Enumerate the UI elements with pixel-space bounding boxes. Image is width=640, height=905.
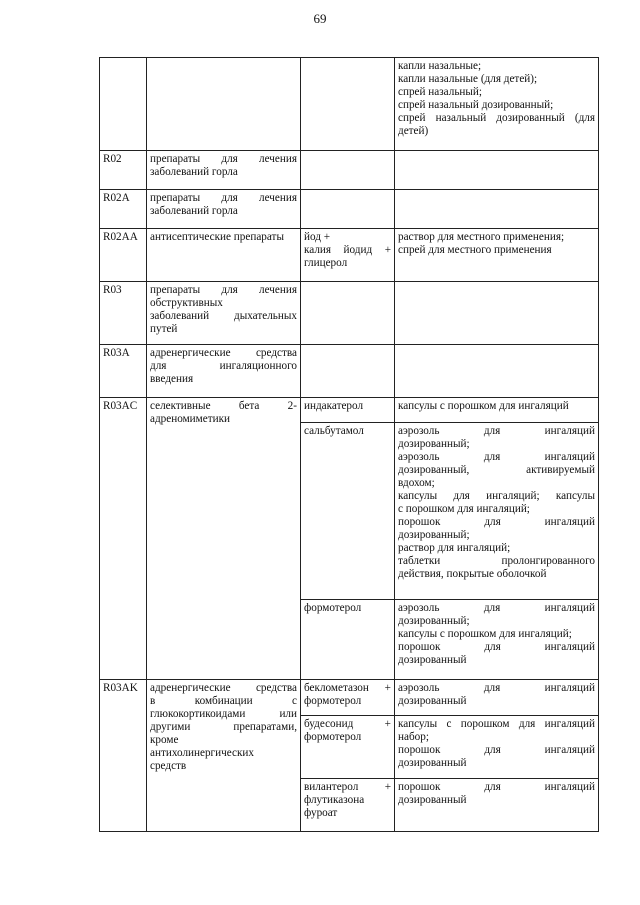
cell-text-line: адреномиметики [150, 413, 230, 425]
cell-text-line: антихолинергических [150, 747, 254, 759]
cell-text-line: сальбутамол [304, 425, 364, 437]
cell-text-line: порошок для ингаляций [398, 516, 595, 528]
inn-cell [301, 779, 395, 832]
atc-code-cell: R02 [100, 151, 147, 190]
atc-code-cell [100, 58, 147, 151]
cell-text-line: кроме [150, 734, 179, 746]
atc-code-cell: R03AC [100, 398, 147, 680]
cell-text-line: адренергические средства [150, 347, 297, 359]
table-row [100, 190, 599, 229]
cell-text-line: капсулы с порошком для ингаляций; [398, 628, 572, 640]
group-name-cell [147, 58, 301, 151]
cell-text-line: аэрозоль для ингаляций [398, 425, 595, 437]
cell-text-line: йод + [304, 231, 331, 243]
cell-text-line: средств [150, 760, 187, 772]
cell-text-line: дозированный [398, 794, 467, 806]
cell-text-line: индакатерол [304, 400, 364, 412]
cell-text-line: дозированный; [398, 615, 470, 627]
dosage-form-cell [395, 282, 599, 345]
cell-text-line: для ингаляционного [150, 360, 297, 372]
cell-text-line: обструктивных [150, 297, 223, 309]
cell-text-line: с порошком для ингаляций; [398, 503, 530, 515]
cell-text-line: заболеваний горла [150, 205, 238, 217]
cell-text-line: аэрозоль для ингаляций [398, 682, 595, 694]
inn-cell [301, 600, 395, 680]
cell-text-line: вилантерол + [304, 781, 391, 793]
cell-text-line: дозированный; [398, 438, 470, 450]
cell-text-line: капли назальные; [398, 60, 482, 72]
dosage-form-cell [395, 345, 599, 398]
cell-text-line: капсулы для ингаляций; капсулы [398, 490, 595, 502]
group-name-cell [147, 680, 301, 832]
inn-cell [301, 190, 395, 229]
cell-text-line: раствор для местного применения; [398, 231, 565, 243]
cell-text-line: таблетки пролонгированного [398, 555, 595, 567]
cell-text-line: введения [150, 373, 194, 385]
atc-code-cell: R02AA [100, 229, 147, 282]
cell-text-line: другими препаратами, [150, 721, 297, 733]
table-row [100, 282, 599, 345]
table-row [100, 398, 599, 423]
inn-cell [301, 398, 395, 423]
dosage-form-cell [395, 680, 599, 716]
dosage-form-cell [395, 190, 599, 229]
cell-text-line: порошок для ингаляций [398, 781, 595, 793]
cell-text-line: дозированный [398, 654, 467, 666]
cell-text-line: фуроат [304, 807, 338, 819]
inn-cell [301, 229, 395, 282]
table-row [100, 229, 599, 282]
group-name-cell [147, 229, 301, 282]
inn-cell [301, 716, 395, 779]
cell-text-line: глицерол [304, 257, 348, 269]
dosage-form-cell [395, 398, 599, 423]
cell-text-line: препараты для лечения [150, 192, 297, 204]
cell-text-line: вдохом; [398, 477, 435, 489]
dosage-form-cell [395, 151, 599, 190]
table-row [100, 58, 599, 151]
cell-text-line: раствор для ингаляций; [398, 542, 511, 554]
cell-text-line: адренергические средства [150, 682, 297, 694]
atc-code-cell: R02A [100, 190, 147, 229]
atc-code-cell: R03 [100, 282, 147, 345]
cell-text-line: дозированный [398, 757, 467, 769]
cell-text-line: детей) [398, 125, 429, 137]
cell-text-line: в комбинации с [150, 695, 297, 707]
group-name-cell [147, 345, 301, 398]
cell-text-line: флутиказона [304, 794, 365, 806]
atc-drug-table [99, 57, 599, 832]
table-row [100, 151, 599, 190]
inn-cell [301, 282, 395, 345]
cell-text-line: порошок для ингаляций [398, 641, 595, 653]
cell-text-line: капли назальные (для детей); [398, 73, 538, 85]
cell-text-line: беклометазон + [304, 682, 391, 694]
cell-text-line: формотерол [304, 602, 362, 614]
dosage-form-cell [395, 423, 599, 600]
table-row [100, 680, 599, 716]
cell-text-line: путей [150, 323, 178, 335]
dosage-form-cell [395, 600, 599, 680]
cell-text-line: формотерол [304, 731, 362, 743]
cell-text-line: заболеваний горла [150, 166, 238, 178]
cell-text-line: спрей назальный дозированный (для [398, 112, 595, 124]
cell-text-line: капсулы с порошком для ингаляций [398, 400, 569, 412]
cell-text-line: формотерол [304, 695, 362, 707]
group-name-cell [147, 398, 301, 680]
dosage-form-cell [395, 716, 599, 779]
dosage-form-cell [395, 779, 599, 832]
group-name-cell [147, 151, 301, 190]
page-number: 69 [313, 11, 327, 26]
atc-code-cell: R03AK [100, 680, 147, 832]
cell-text-line: спрей назальный; [398, 86, 483, 98]
cell-text-line: действия, покрытые оболочкой [398, 568, 547, 580]
inn-cell [301, 680, 395, 716]
dosage-form-cell [395, 58, 599, 151]
cell-text-line: спрей назальный дозированный; [398, 99, 554, 111]
atc-code-cell: R03A [100, 345, 147, 398]
cell-text-line: дозированный [398, 695, 467, 707]
cell-text-line: селективные бета 2- [150, 400, 297, 412]
table-row [100, 345, 599, 398]
dosage-form-cell [395, 229, 599, 282]
cell-text-line: глюкокортикоидами или [150, 708, 297, 720]
cell-text-line: будесонид + [304, 718, 391, 730]
cell-text-line: спрей для местного применения [398, 244, 552, 256]
cell-text-line: антисептические препараты [150, 231, 284, 243]
cell-text-line: капсулы с порошком для ингаляций [398, 718, 595, 730]
cell-text-line: дозированный, активируемый [398, 464, 595, 476]
inn-cell [301, 423, 395, 600]
inn-cell [301, 345, 395, 398]
cell-text-line: аэрозоль для ингаляций [398, 451, 595, 463]
group-name-cell [147, 282, 301, 345]
cell-text-line: аэрозоль для ингаляций [398, 602, 595, 614]
cell-text-line: калия йодид + [304, 244, 391, 256]
inn-cell [301, 58, 395, 151]
cell-text-line: заболеваний дыхательных [150, 310, 297, 322]
cell-text-line: препараты для лечения [150, 153, 297, 165]
cell-text-line: дозированный; [398, 529, 470, 541]
cell-text-line: набор; [398, 731, 429, 743]
cell-text-line: порошок для ингаляций [398, 744, 595, 756]
cell-text-line: препараты для лечения [150, 284, 297, 296]
inn-cell [301, 151, 395, 190]
group-name-cell [147, 190, 301, 229]
